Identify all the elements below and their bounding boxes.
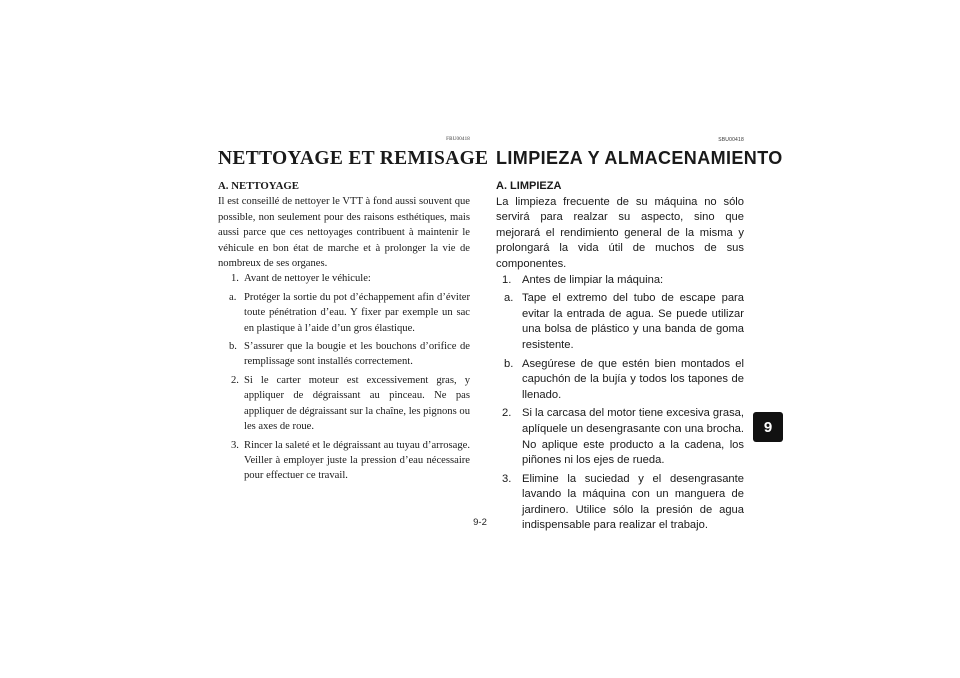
step-item — [218, 373, 470, 435]
page-title: LIMPIEZA Y ALMACENAMIENTO — [496, 148, 783, 168]
column-body — [218, 179, 470, 484]
step-marker: b. — [504, 357, 514, 370]
page-number: 9-2 — [473, 517, 487, 528]
step-marker: a. — [504, 292, 514, 305]
step-item — [218, 438, 470, 484]
substep-item — [496, 357, 744, 404]
step-text: Asegúrese de que estén bien montados el capuchón de la bujía y todos los tapones de llenado. — [522, 357, 744, 401]
section-heading: A. NETTOYAGE — [218, 180, 300, 192]
step-item — [496, 406, 744, 468]
step-marker: 3. — [502, 472, 512, 485]
intro-paragraph: Il est conseillé de nettoyer le VTT à fond aussi souvent que possible, non seulement pour des raisons esthétiques, mais aussi parce que ces nettoyages contribuent à maintenir le véhicule en bon état de marche et à prolonger la vie de nombreux de ses organes. — [218, 196, 470, 270]
step-text: Si la carcasa del motor tiene excesiva grasa, aplíquele un desengrasante con una brocha. No aplique este producto a la cadena, los piñones ni los ejes de rueda. — [522, 407, 744, 467]
chapter-tab: 9 — [753, 412, 783, 442]
section-code: SBU00418 — [718, 137, 744, 143]
section-heading: A. LIMPIEZA — [496, 180, 562, 192]
substep-item — [218, 290, 470, 336]
step-marker: a. — [229, 291, 237, 303]
step-text: Rincer la saleté et le dégraissant au tuyau d’arrosage. Veiller à employer juste la pression d’eau nécessaire pour effectuer ce travail. — [244, 439, 470, 482]
step-item — [218, 271, 470, 286]
step-text: Elimine la suciedad y el desengrasante lavando la máquina con un manguera de jardinero. Utilice sólo la presión de agua indispensable para realizar el trabajo. — [522, 472, 744, 532]
step-text: Tape el extremo del tubo de escape para evitar la entrada de agua. Se puede utilizar una bolsa de plástico y una banda de goma resistente. — [522, 292, 744, 351]
step-marker: 1. — [502, 273, 512, 286]
step-item — [496, 273, 744, 289]
step-text: Avant de nettoyer le véhicule: — [244, 273, 371, 285]
column-body — [496, 179, 744, 534]
intro-paragraph: La limpieza frecuente de su máquina no sólo servirá para realzar su aspecto, sino que mejorará el rendimiento general de la misma y prolongará la vida útil de muchos de sus componentes. — [496, 195, 744, 270]
substep-item — [218, 339, 470, 370]
step-marker: 3. — [231, 439, 239, 451]
step-marker: b. — [229, 341, 237, 353]
step-text: Protéger la sortie du pot d’échappement afin d’éviter toute pénétration d’eau. Y fixer par exemple un sac en plastique à l’aide d’un gros élastique. — [244, 291, 470, 334]
step-marker: 1. — [231, 273, 239, 285]
substep-item — [496, 291, 744, 353]
step-text: Antes de limpiar la máquina: — [522, 273, 664, 286]
step-marker: 2. — [231, 374, 239, 386]
step-text: S’assurer que la bougie et les bouchons d’orifice de remplissage sont installés correctement. — [244, 341, 470, 368]
step-text: Si le carter moteur est excessivement gras, y appliquer de dégraissant au pinceau. Ne pas appliquer de dégraissant sur la chaîne, les pignons ou les axes de roue. — [244, 374, 470, 433]
step-marker: 2. — [502, 407, 512, 420]
section-code: FBU00418 — [446, 137, 470, 142]
page-title: NETTOYAGE ET REMISAGE — [218, 148, 489, 169]
